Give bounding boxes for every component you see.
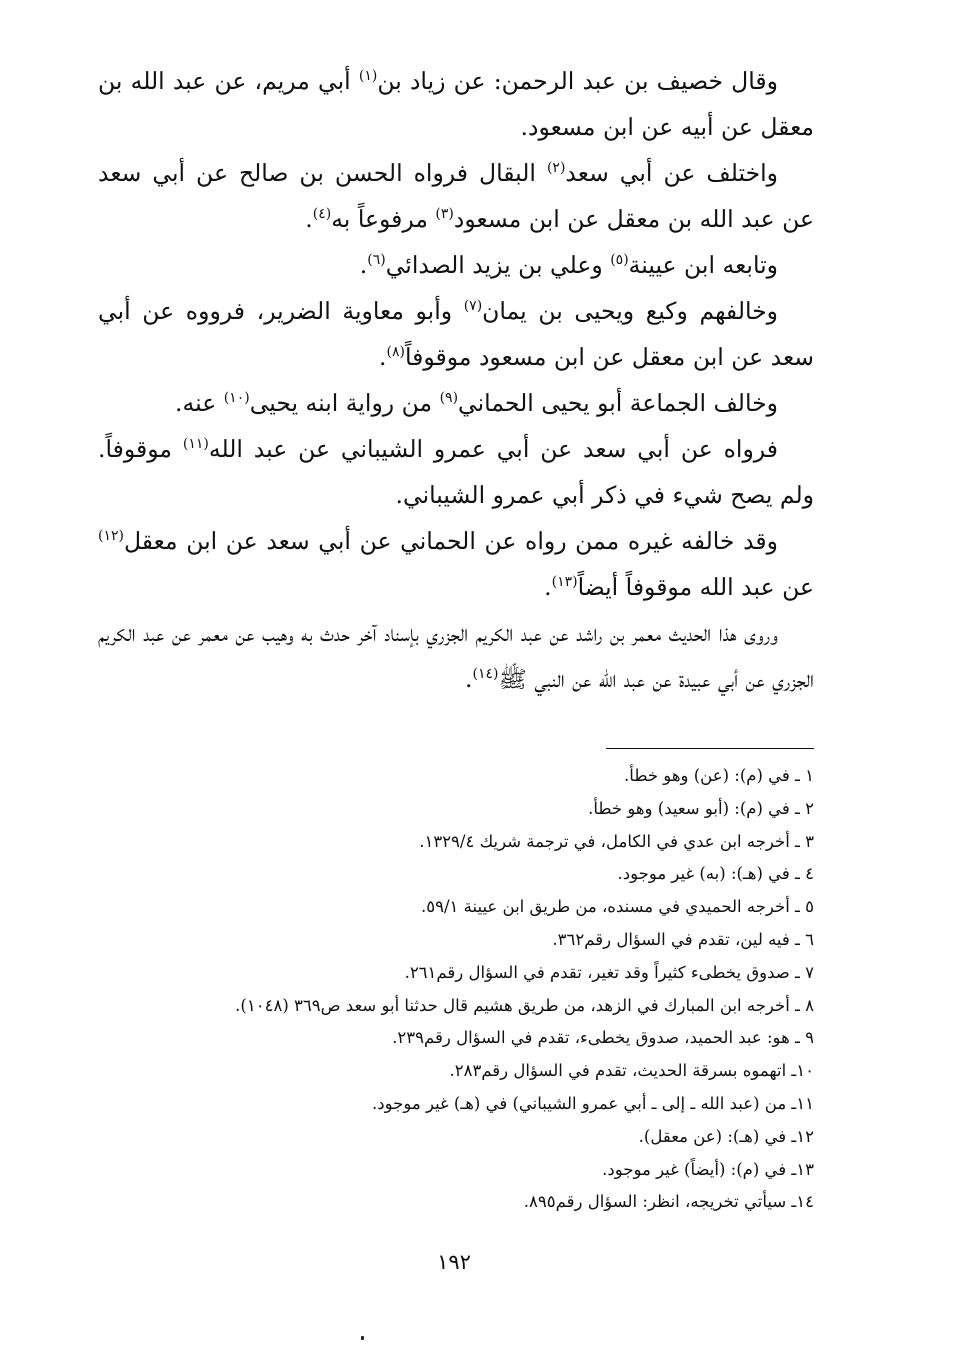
paragraph: [98, 150, 814, 242]
text-run: واختلف عن أبي سعد: [565, 159, 778, 187]
text-run: عنه.: [175, 389, 224, 417]
main-text: [98, 58, 814, 702]
text-run: البقال فرواه الحسن بن صالح عن أبي سعد عن عبد الله بن معقل عن ابن مسعود: [98, 159, 814, 233]
paragraph: [98, 380, 814, 426]
text-run: وخالفهم وكيع ويحيى بن يمان: [482, 297, 779, 325]
text-run: أبي مريم، عن عبد الله بن معقل عن أبيه عن ابن مسعود.: [98, 67, 814, 141]
paragraph: [98, 610, 814, 702]
footnote-item: ١٤ـ سيأتي تخريجه، انظر: السؤال رقم٨٩٥.: [523, 1192, 814, 1212]
footnote-item: ١٢ـ في (هـ): (عن معقل).: [638, 1126, 814, 1146]
footnote-divider: [606, 748, 814, 749]
footnote-item: ٨ ـ أخرجه ابن المبارك في الزهد، من طريق هشيم قال حدثنا أبو سعد ص٣٦٩ (١٠٤٨).: [235, 995, 814, 1015]
scan-speck: [361, 1336, 364, 1340]
footnote-ref: (١٤): [472, 666, 499, 682]
footnote-ref: (٥): [610, 252, 629, 268]
text-run: موقوفاً. ولم يصح شيء في ذكر أبي عمرو الشيباني.: [98, 435, 814, 509]
footnote-ref: (٣): [435, 206, 454, 222]
footnote-item: ١٠ـ اتهموه بسرقة الحديث، تقدم في السؤال رقم٢٨٣.: [449, 1061, 814, 1081]
text-run: فرواه عن أبي سعد عن أبي عمرو الشيباني عن عبد الله: [208, 435, 779, 463]
text-run: وروى هذا الحديث معمر بن راشد عن عبد الكريم الجزري بإسناد آخر حدث به وهيب عن معمر عن عبد الكريم الجزري عن أبي عبيدة عن عبد الله عن النبي ﷺ: [98, 619, 814, 693]
text-run: وقال خصيف بن عبد الرحمن: عن زياد بن: [377, 67, 778, 95]
text-run: وعلي بن يزيد الصدائي: [385, 251, 611, 279]
text-run: .: [544, 573, 552, 601]
footnote-item: ٩ ـ هو: عبد الحميد، صدوق يخطىء، تقدم في السؤال رقم٢٣٩.: [392, 1028, 814, 1048]
paragraph: [98, 58, 814, 150]
text-run: وأبو معاوية الضرير، فرووه عن أبي سعد عن ابن معقل عن ابن مسعود موقوفاً: [98, 297, 814, 371]
footnote-ref: (١): [358, 68, 378, 84]
footnote-item: ١٣ـ في (م): (أيضاً) غير موجود.: [602, 1159, 814, 1179]
footnote-ref: (٤): [312, 206, 332, 222]
footnote-ref: (١٣): [551, 574, 578, 590]
footnote-ref: (١١): [182, 436, 209, 452]
footnote-ref: (٢): [546, 160, 566, 176]
text-run: عن عبد الله موقوفاً أيضاً: [577, 573, 814, 601]
footnote-item: ٢ ـ في (م): (أبو سعيد) وهو خطأ.: [588, 798, 814, 818]
footnote-item: ١ ـ في (م): (عن) وهو خطأ.: [624, 766, 814, 785]
text-run: .: [305, 205, 313, 233]
footnote-item: ٤ ـ في (هـ): (به) غير موجود.: [617, 864, 814, 884]
footnote-item: ٥ ـ أخرجه الحميدي في مسنده، من طريق ابن عيينة ٥٩/١.: [420, 897, 814, 917]
paragraph: [98, 288, 814, 380]
text-run: وقد خالفه غيره ممن رواه عن الحماني عن أبي سعد عن ابن معقل: [123, 527, 778, 555]
paragraph: [98, 518, 814, 610]
paragraph: [98, 426, 814, 518]
footnote-item: ٦ ـ فيه لين، تقدم في السؤال رقم٣٦٢.: [552, 929, 814, 949]
footnote-ref: (١٢): [98, 528, 124, 544]
text-run: .: [465, 665, 473, 693]
footnote-ref: (٦): [367, 252, 386, 268]
footnote-ref: (٧): [463, 298, 483, 314]
page-number: ١٩٢: [437, 1250, 471, 1274]
text-run: وخالف الجماعة أبو يحيى الحماني: [458, 389, 778, 417]
footnote-item: ٣ ـ أخرجه ابن عدي في الكامل، في ترجمة شريك ١٣٢٩/٤.: [419, 831, 814, 851]
text-run: .: [359, 251, 368, 279]
footnotes-list: [140, 760, 814, 1219]
footnote-ref: (٨): [386, 344, 405, 360]
paragraph: [98, 242, 814, 288]
text-run: .: [379, 343, 387, 371]
text-run: من رواية ابنه يحيى: [249, 389, 440, 417]
text-run: مرفوعاً به: [331, 205, 436, 233]
footnote-ref: (١٠): [223, 390, 250, 406]
footnote-item: ٧ ـ صدوق يخطىء كثيراً وقد تغير، تقدم في السؤال رقم٢٦١.: [404, 962, 814, 982]
footnote-item: ١١ـ من (عبد الله ـ إلى ـ أبي عمرو الشيباني) في (هـ) غير موجود.: [372, 1093, 814, 1113]
text-run: وتابعه ابن عيينة: [628, 251, 778, 279]
footnote-ref: (٩): [439, 390, 459, 406]
